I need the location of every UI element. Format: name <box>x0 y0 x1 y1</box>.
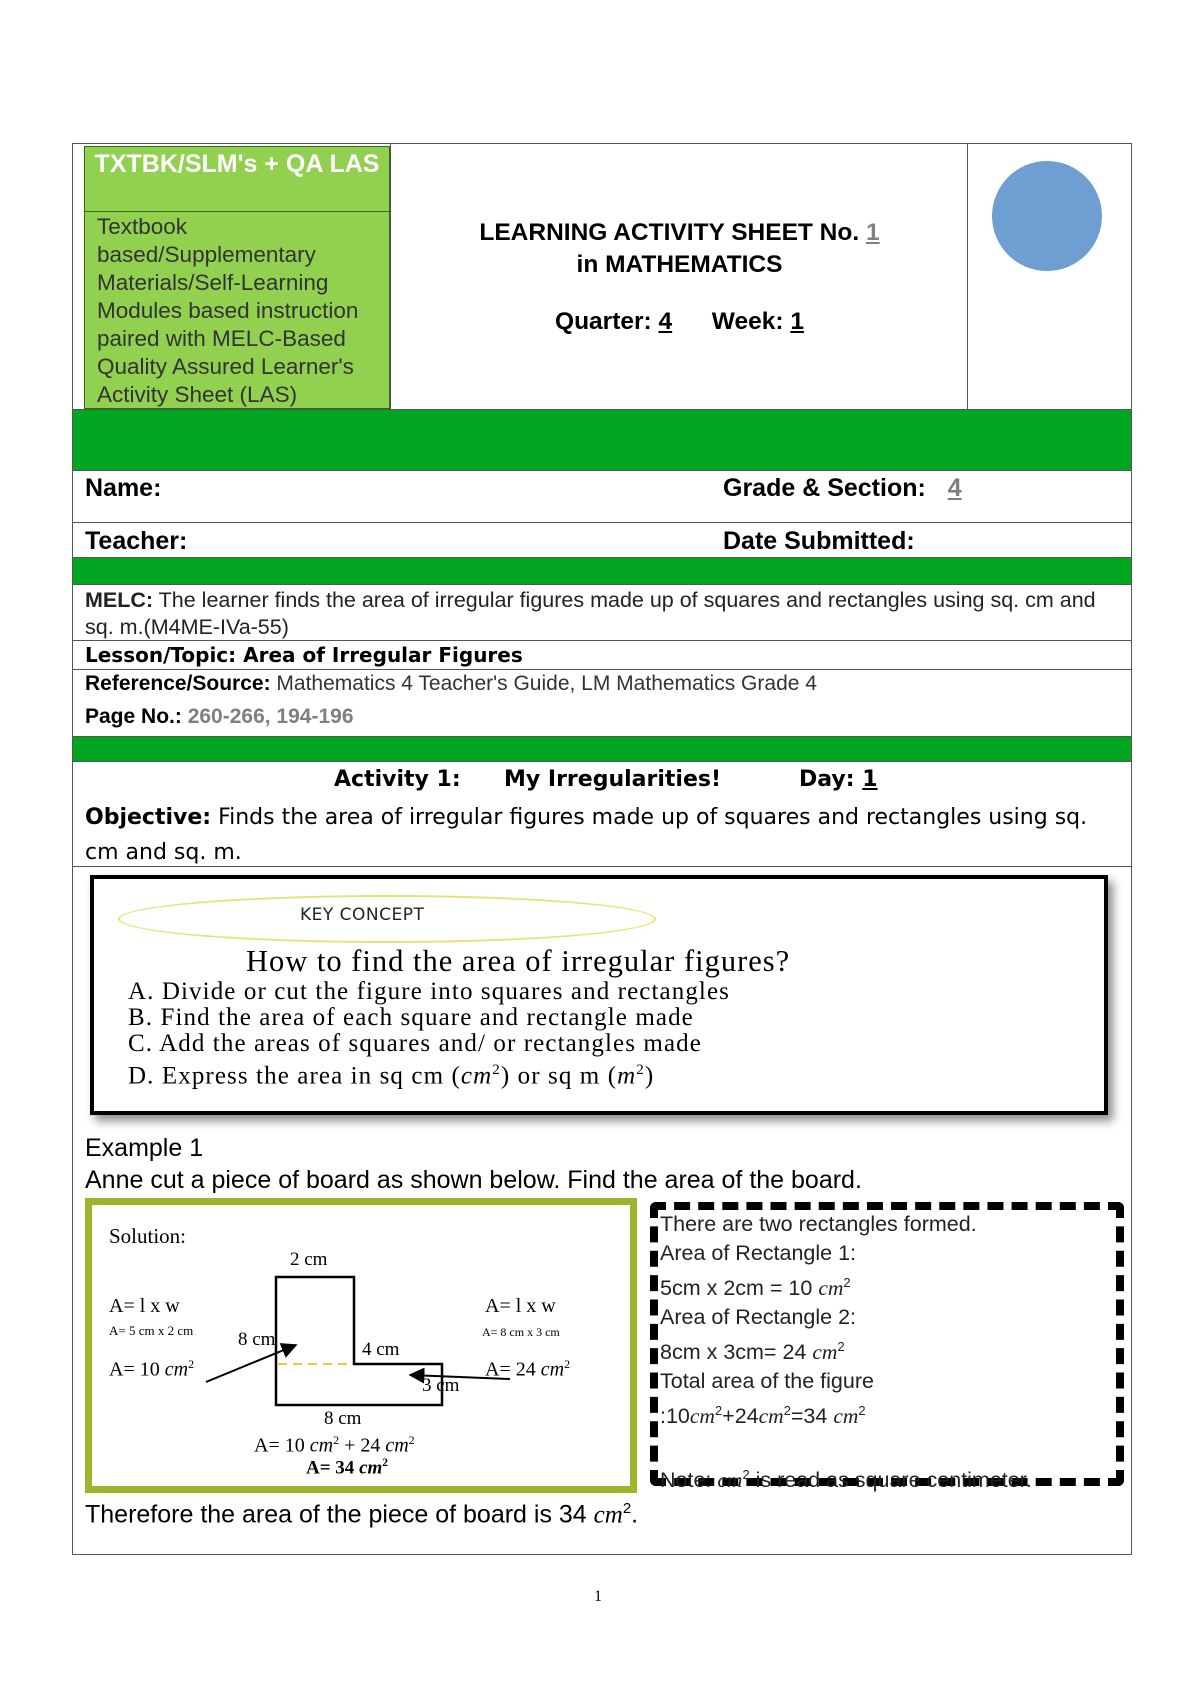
board-outline <box>276 1277 442 1405</box>
green-band-3 <box>73 736 1131 761</box>
step-b: B. Find the area of each square and rectangle made <box>128 1004 694 1031</box>
total-area: A= 34 $cm^2$ <box>306 1457 388 1479</box>
right-formula: A= l x w <box>485 1295 556 1317</box>
dim-right: 3 cm <box>422 1375 460 1396</box>
key-concept-tag: KEY CONCEPT <box>300 905 425 925</box>
key-concept-question: How to find the area of irregular figures? <box>246 944 791 978</box>
melc-text: MELC: The learner finds the area of irregular figures made up of squares and rectangles using sq. cm and sq. m.(M4ME-IVa-55) <box>85 588 1096 639</box>
page-number: 1 <box>594 1588 602 1605</box>
activity-title: My Irregularities! <box>504 767 721 792</box>
left-substitution: A= 5 cm x 2 cm <box>109 1323 194 1338</box>
quarter-week: Quarter: 4 Week: 1 <box>555 308 804 335</box>
left-formula: A= l x w <box>109 1295 180 1317</box>
right-result: A= 24 $cm^2$ <box>485 1357 571 1381</box>
logo-circle <box>992 161 1102 271</box>
green-band-1 <box>73 409 1131 470</box>
grade-section: Grade & Section: 4 <box>723 474 962 502</box>
activity-day: Day: 1 <box>799 767 878 792</box>
key-concept-steps <box>128 979 730 1089</box>
dim-bottom: 8 cm <box>324 1408 362 1429</box>
explanation-text: There are two rectangles formed. Area of Rectangle 1: 5cm x 2cm = 10 $cm^2$ Area of Rectangle 2: 8cm x 3cm= 24 $cm^2$ Total area of the figure $:10cm^2+24cm^2=34$ $cm^2$ Note: $cm^2$ is read as square centimeter. <box>660 1212 1032 1493</box>
lesson-topic: Lesson/Topic: Area of Irregular Figures <box>85 643 523 667</box>
sum-equation: A= 10 $cm^2 + 24$ $cm^2$ <box>254 1433 415 1457</box>
dim-left: 8 cm <box>238 1329 276 1350</box>
las-badge <box>84 146 390 212</box>
right-substitution: A= 8 cm x 3 cm <box>482 1325 560 1339</box>
example-title: Example 1 <box>85 1134 204 1162</box>
activity-label: Activity 1: <box>334 767 461 792</box>
example-problem: Anne cut a piece of board as shown below. Find the area of the board. <box>85 1166 862 1194</box>
week-value: 1 <box>790 308 804 335</box>
objective: Objective: Finds the area of irregular figures made up of squares and rectangles using sq. cm and sq. m. <box>85 805 1088 865</box>
sheet-title: LEARNING ACTIVITY SHEET No. 1 in MATHEMATICS <box>479 219 880 278</box>
green-band-2 <box>73 557 1131 584</box>
sheet-number: 1 <box>865 219 880 246</box>
date-submitted-label: Date Submitted: <box>723 527 915 555</box>
conclusion: Therefore the area of the piece of board is 34 $cm^2$. <box>85 1500 639 1529</box>
step-c: C. Add the areas of squares and/ or rectangles made <box>128 1030 702 1057</box>
solution-label: Solution: <box>109 1224 187 1248</box>
header-vline-1 <box>390 143 391 409</box>
subject: in MATHEMATICS <box>576 251 783 278</box>
page-numbers: Page No.: 260-266, 194-196 <box>85 705 354 728</box>
solution-box <box>85 1198 637 1493</box>
teacher-label: Teacher: <box>85 527 188 555</box>
las-badge-title: TXTBK/SLM's + QA LAS <box>94 150 380 178</box>
name-label: Name: <box>85 474 162 502</box>
grade-value: 4 <box>947 474 962 502</box>
key-concept-box <box>90 875 1108 1115</box>
header-vline-2 <box>967 143 968 409</box>
step-a: A. Divide or cut the figure into squares and rectangles <box>128 978 730 1005</box>
step-d: D. Express the area in sq cm $(cm^2)$ or sq m $(m^2)$ <box>128 1062 655 1090</box>
dim-top: 2 cm <box>290 1249 328 1270</box>
quarter-value: 4 <box>658 308 673 335</box>
left-result: A= 10 $cm^2$ <box>109 1357 195 1381</box>
reference-source: Reference/Source: Mathematics 4 Teacher's Guide, LM Mathematics Grade 4 <box>85 672 817 695</box>
las-description: Textbook based/Supplementary Materials/Self-Learning Modules based instruction paired with MELC-Based Quality Assured Learner's Activity Sheet (LAS) <box>84 212 390 409</box>
dim-mid: 4 cm <box>362 1339 400 1360</box>
